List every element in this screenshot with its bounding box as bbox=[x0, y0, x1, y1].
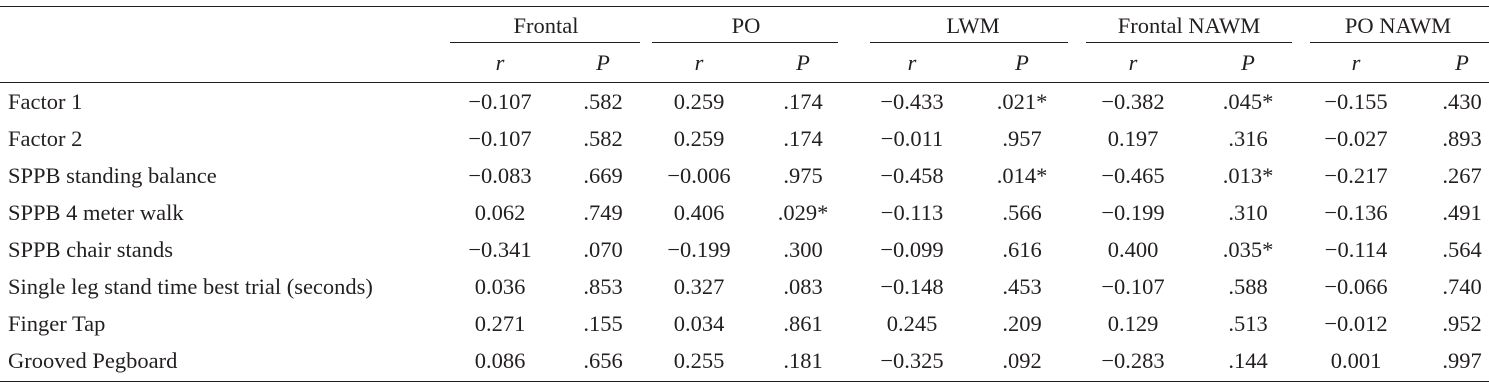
table-cell: .021* bbox=[996, 89, 1048, 114]
table-cell: 0.255 bbox=[673, 348, 725, 373]
column-group-rule bbox=[450, 42, 640, 43]
row-label: Factor 2 bbox=[8, 126, 83, 151]
table-cell: −0.011 bbox=[880, 126, 944, 151]
table-cell: .267 bbox=[1442, 163, 1482, 188]
table-cell: −0.199 bbox=[1101, 200, 1165, 225]
table-cell: .564 bbox=[1442, 237, 1482, 262]
row-label: SPPB chair stands bbox=[8, 237, 174, 262]
table-cell: −0.217 bbox=[1324, 163, 1388, 188]
table-cell: .893 bbox=[1442, 126, 1482, 151]
table-cell: −0.083 bbox=[468, 163, 532, 188]
table-cell: −0.465 bbox=[1101, 163, 1165, 188]
table-cell: −0.382 bbox=[1101, 89, 1165, 114]
table-cell: .092 bbox=[1002, 348, 1042, 373]
table-cell: .749 bbox=[583, 200, 623, 225]
table-cell: −0.107 bbox=[468, 126, 532, 151]
table-cell: −0.325 bbox=[880, 348, 944, 373]
table-cell: .144 bbox=[1228, 348, 1268, 373]
table-cell: .861 bbox=[783, 311, 823, 336]
table-cell: .656 bbox=[583, 348, 623, 373]
table-cell: −0.341 bbox=[468, 237, 532, 262]
table-cell: −0.148 bbox=[880, 274, 944, 299]
table-cell: −0.107 bbox=[468, 89, 532, 114]
table-cell: .155 bbox=[583, 311, 623, 336]
table-cell: .740 bbox=[1442, 274, 1482, 299]
column-group-header: PO bbox=[731, 13, 761, 38]
table-cell: .430 bbox=[1442, 89, 1482, 114]
table-cell: −0.099 bbox=[880, 237, 944, 262]
table-cell: .310 bbox=[1228, 200, 1268, 225]
table-cell: 0.259 bbox=[673, 126, 725, 151]
table-cell: 0.259 bbox=[673, 89, 725, 114]
table-cell: .083 bbox=[783, 274, 823, 299]
row-label: Single leg stand time best trial (seconds) bbox=[8, 274, 373, 299]
table-cell: .853 bbox=[583, 274, 623, 299]
table-cell: −0.283 bbox=[1101, 348, 1165, 373]
column-group-rule bbox=[1310, 42, 1489, 43]
table-cell: −0.114 bbox=[1324, 237, 1388, 262]
column-group-rule bbox=[1086, 42, 1292, 43]
table-cell: .035* bbox=[1222, 237, 1274, 262]
subheader-p: P bbox=[1241, 50, 1255, 75]
column-group-header: LWM bbox=[946, 13, 1000, 38]
table-cell: .013* bbox=[1222, 163, 1274, 188]
column-group-header: Frontal NAWM bbox=[1117, 13, 1261, 38]
table-cell: 0.036 bbox=[474, 274, 526, 299]
table-cell: .582 bbox=[583, 89, 623, 114]
table-cell: .209 bbox=[1002, 311, 1042, 336]
table-cell: −0.113 bbox=[880, 200, 944, 225]
table-cell: .513 bbox=[1228, 311, 1268, 336]
table-cell: −0.199 bbox=[667, 237, 731, 262]
table-cell: 0.197 bbox=[1107, 126, 1159, 151]
table-cell: .997 bbox=[1442, 348, 1482, 373]
row-label: Finger Tap bbox=[8, 311, 106, 336]
table-cell: .975 bbox=[783, 163, 823, 188]
subheader-p: P bbox=[1015, 50, 1029, 75]
table-cell: −0.136 bbox=[1324, 200, 1388, 225]
table-cell: −0.012 bbox=[1324, 311, 1388, 336]
table-cell: .174 bbox=[783, 126, 823, 151]
subheader-p: P bbox=[796, 50, 810, 75]
table-header-rule bbox=[0, 82, 1489, 83]
subheader-p: P bbox=[1455, 50, 1469, 75]
table-cell: .491 bbox=[1442, 200, 1482, 225]
column-group-rule bbox=[870, 42, 1068, 43]
table-top-rule bbox=[0, 6, 1489, 7]
table-cell: −0.066 bbox=[1324, 274, 1388, 299]
table-cell: 0.400 bbox=[1107, 237, 1159, 262]
table-cell: .070 bbox=[583, 237, 623, 262]
row-label: SPPB standing balance bbox=[8, 163, 217, 188]
table-cell: .588 bbox=[1228, 274, 1268, 299]
table-bottom-rule bbox=[0, 381, 1489, 382]
table-cell: .174 bbox=[783, 89, 823, 114]
row-label: Grooved Pegboard bbox=[8, 348, 178, 373]
table-cell: .616 bbox=[1002, 237, 1042, 262]
table-cell: 0.271 bbox=[474, 311, 526, 336]
table-cell: −0.155 bbox=[1324, 89, 1388, 114]
table-cell: .181 bbox=[783, 348, 823, 373]
table-cell: 0.062 bbox=[474, 200, 526, 225]
table-cell: 0.327 bbox=[673, 274, 725, 299]
table-cell: 0.001 bbox=[1330, 348, 1382, 373]
table-cell: 0.086 bbox=[474, 348, 526, 373]
table-cell: −0.107 bbox=[1101, 274, 1165, 299]
subheader-r: r bbox=[907, 50, 917, 75]
table-cell: −0.458 bbox=[880, 163, 944, 188]
subheader-r: r bbox=[694, 50, 704, 75]
column-group-header: PO NAWM bbox=[1344, 13, 1452, 38]
table-cell: .045* bbox=[1222, 89, 1274, 114]
row-label: SPPB 4 meter walk bbox=[8, 200, 184, 225]
table-cell: .316 bbox=[1228, 126, 1268, 151]
table-cell: .957 bbox=[1002, 126, 1042, 151]
table-cell: .566 bbox=[1002, 200, 1042, 225]
table-cell: .582 bbox=[583, 126, 623, 151]
table-cell: .952 bbox=[1442, 311, 1482, 336]
column-group-header: Frontal bbox=[513, 13, 579, 38]
table-cell: .014* bbox=[996, 163, 1048, 188]
table-cell: 0.129 bbox=[1107, 311, 1159, 336]
table-cell: 0.034 bbox=[673, 311, 725, 336]
table-cell: −0.027 bbox=[1324, 126, 1388, 151]
table-cell: 0.406 bbox=[673, 200, 725, 225]
subheader-r: r bbox=[1351, 50, 1361, 75]
column-group-rule bbox=[652, 42, 838, 43]
table-cell: 0.245 bbox=[886, 311, 938, 336]
subheader-r: r bbox=[1128, 50, 1138, 75]
table-cell: .453 bbox=[1002, 274, 1042, 299]
table-cell: −0.006 bbox=[667, 163, 731, 188]
table-cell: .300 bbox=[783, 237, 823, 262]
table-cell: .029* bbox=[777, 200, 829, 225]
table-cell: −0.433 bbox=[880, 89, 944, 114]
subheader-r: r bbox=[495, 50, 505, 75]
row-label: Factor 1 bbox=[8, 89, 83, 114]
subheader-p: P bbox=[596, 50, 610, 75]
table-cell: .669 bbox=[583, 163, 623, 188]
